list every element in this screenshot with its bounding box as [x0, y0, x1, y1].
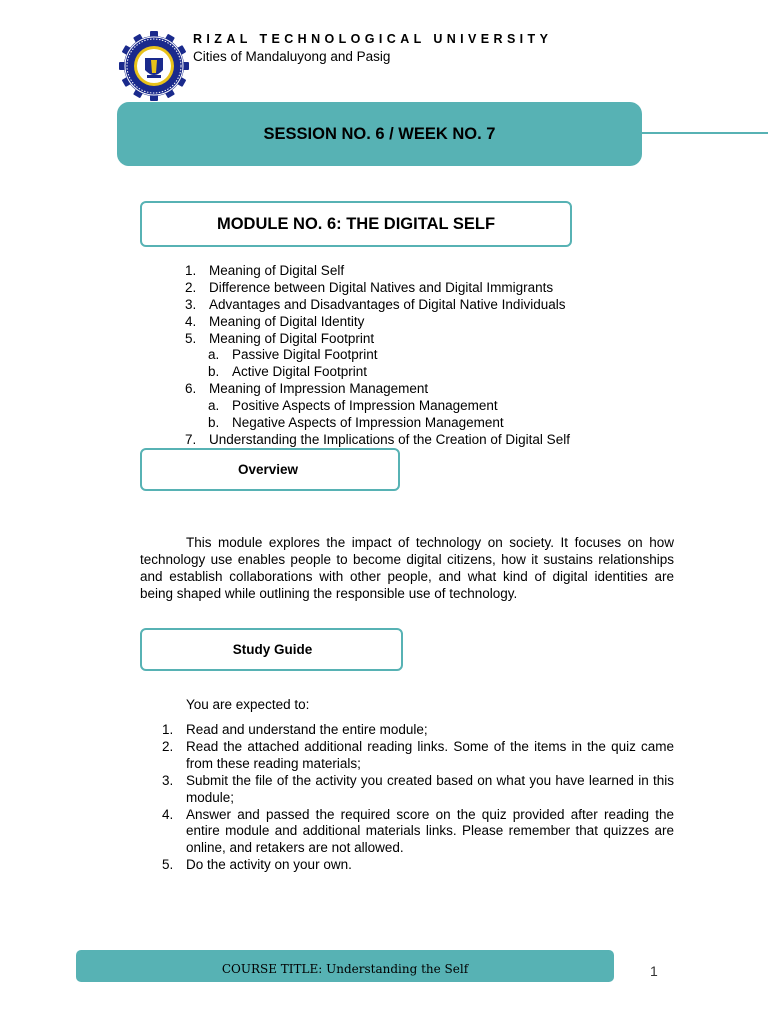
- university-subtitle: Cities of Mandaluyong and Pasig: [193, 49, 391, 64]
- overview-heading-box: [140, 448, 400, 491]
- list-item: 4. Answer and passed the required score on the quiz provided after reading the entire module and additional materials links. Please remember that quizzes are online, and retakers are not allowed.: [162, 806, 674, 856]
- study-guide-list: [162, 722, 674, 874]
- banner-divider-line: [642, 132, 768, 134]
- list-item: 1. Read and understand the entire module;: [162, 722, 428, 737]
- overview-paragraph: This module explores the impact of technology on society. It focuses on how technology use enables people to become digital citizens, how it sustains relationships and establish collaborations with other people, and what kind of digital identities are being shaped while outlining the responsible use of technology.: [140, 535, 674, 601]
- course-title-label: COURSE TITLE:: [221, 962, 323, 976]
- list-item: 2. Read the attached additional reading links. Some of the items in the quiz came from these reading materials;: [162, 738, 674, 771]
- course-title-footer: [76, 950, 614, 982]
- course-title-value: Understanding the Self: [326, 962, 469, 976]
- study-guide-intro: You are expected to:: [186, 697, 310, 712]
- study-guide-heading-box: [140, 628, 403, 671]
- footer-course-title: [222, 962, 468, 976]
- list-item: 5. Do the activity on your own.: [162, 857, 352, 873]
- module-title-box: [140, 201, 572, 247]
- study-guide-heading: Study Guide: [232, 642, 313, 657]
- module-title: MODULE NO. 6: THE DIGITAL SELF: [216, 214, 496, 233]
- overview-heading: Overview: [237, 462, 299, 477]
- list-item: 3. Submit the file of the activity you created based on what you have learned in this module;: [162, 772, 674, 805]
- session-banner: [117, 102, 642, 166]
- university-seal-icon: [114, 31, 194, 101]
- university-name: RIZAL TECHNOLOGICAL UNIVERSITY: [193, 32, 553, 46]
- session-title: SESSION NO. 6 / WEEK NO. 7: [263, 124, 496, 143]
- page-number: 1: [650, 963, 658, 979]
